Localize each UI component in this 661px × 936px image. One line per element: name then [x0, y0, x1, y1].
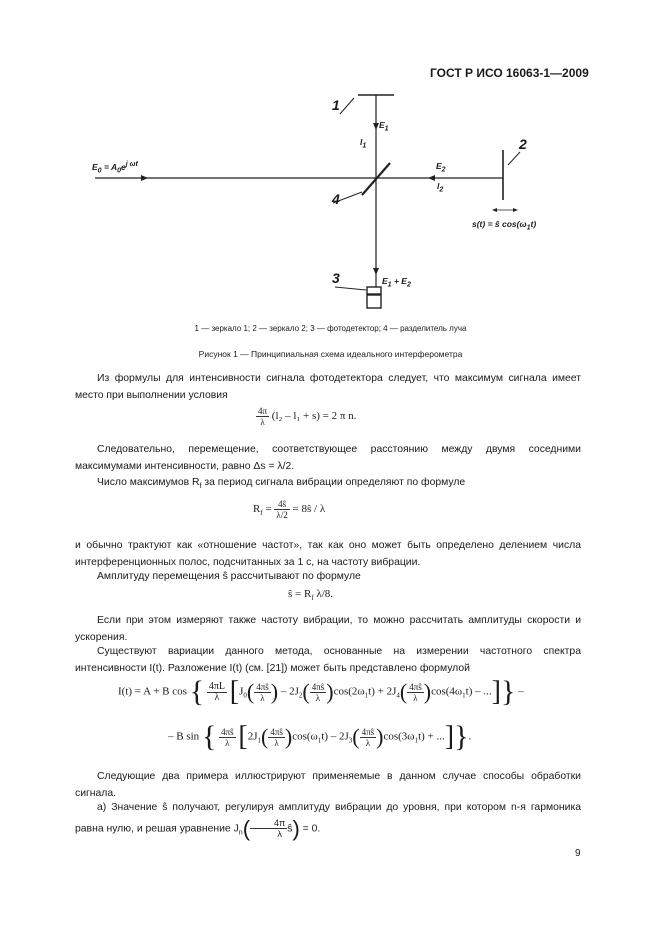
- paragraph-9: а) Значение ŝ получают, регулируя амплитуду вибрации до уровня, при котором n-я гармоника равна нулю, и решая уравнение $J_n$( $\frac{4\pi}{\lambda}$ ŝ) = 0.: [75, 802, 581, 841]
- paragraph-2: Следовательно, перемещение, соответствующее расстоянию между двумя соседними максимумами интенсивности, равно Δs = λ/2.: [75, 444, 581, 472]
- label-st: s(t) = ŝ $\cos(\omega_1t)$: [472, 219, 537, 232]
- label-e0: $E_0 = A_0e^{j \omega t}$: [92, 161, 138, 175]
- label-l2: $l_2$: [437, 181, 444, 194]
- label-2: 2: [519, 136, 527, 152]
- label-3: 3: [332, 270, 340, 286]
- figure-caption: Рисунок 1 — Принципиальная схема идеального интерферометра: [198, 349, 463, 359]
- paragraph-5: Амплитуду перемещения ŝ рассчитывают по формуле: [97, 571, 361, 582]
- paragraph-3: Число максимумов $R_f$ за период сигнала вибрации определяют по формуле: [97, 477, 466, 491]
- paragraph-7: Существуют вариации данного метода, основанные на измерении частотного спектра интенсивности I(t). Разложение I(t) (см. [21]) может быть представлено формулой: [75, 646, 581, 674]
- label-4: 4: [332, 191, 340, 207]
- paragraph-4: и обычно трактуют как «отношение частот», так как оно может быть определено делением числа интерференционных полос, подсчитанных за 1 с, на частоту вибрации.: [75, 540, 581, 568]
- paragraph-8: Следующие два примера иллюстрируют применяемые в данном случае способы обработки сигнала.: [75, 771, 581, 799]
- equation-1: $\frac{4\pi}{\lambda}$ (l₂ – l₁ + s) = 2 π n.: [258, 406, 357, 427]
- label-e1: $E_1$: [379, 120, 389, 133]
- equation-2: $R_f$ = $\frac{4ŝ}{\lambda/2}$ = 8ŝ / λ: [253, 499, 326, 520]
- label-sum: $E_1 + E_2$: [382, 276, 411, 289]
- paragraph-6: Если при этом измеряют также частоту вибрации, то можно рассчитать амплитуды скорости и ускорения.: [75, 615, 581, 643]
- label-l1: $l_1$: [360, 137, 367, 150]
- equation-4-line-2: – B sin { $\frac{4\pi ŝ}{\lambda}$ [$2J_1$( $\frac{4\pi ŝ}{\lambda}$ )$\cos(\omega_1t) - 2J_3$( $\frac{4\pi ŝ}{\lambda}$ )$\cos(3\omega_1t)$ + ...]}.: [168, 720, 472, 753]
- paragraph-1: Из формулы для интенсивности сигнала фотодетектора следует, что максимум сигнала имеет место при выполнении условия: [75, 373, 581, 401]
- interferometer-diagram: [0, 0, 661, 320]
- label-e2: $E_2$: [436, 161, 446, 174]
- label-1: 1: [332, 97, 340, 113]
- figure-legend: 1 — зеркало 1; 2 — зеркало 2; 3 — фотодетектор; 4 — разделитель луча: [194, 324, 467, 333]
- photodetector: [367, 295, 381, 308]
- document-header: ГОСТ Р ИСО 16063-1—2009: [430, 66, 589, 80]
- equation-3: ŝ = $R_f$ λ/8.: [288, 588, 334, 603]
- page-number: 9: [575, 848, 581, 859]
- equation-4-line-1: I(t) = A + B cos { $\frac{4\pi L}{\lambda}$ [$J_0$( $\frac{4\pi ŝ}{\lambda}$ ) – $2J_2$( $\frac{4\pi ŝ}{\lambda}$ )$\cos(2\omega_1t) + 2J_4$( $\frac{4\pi ŝ}{\lambda}$ )$\cos(4\omega_1t)$ – ...]} –: [118, 675, 524, 708]
